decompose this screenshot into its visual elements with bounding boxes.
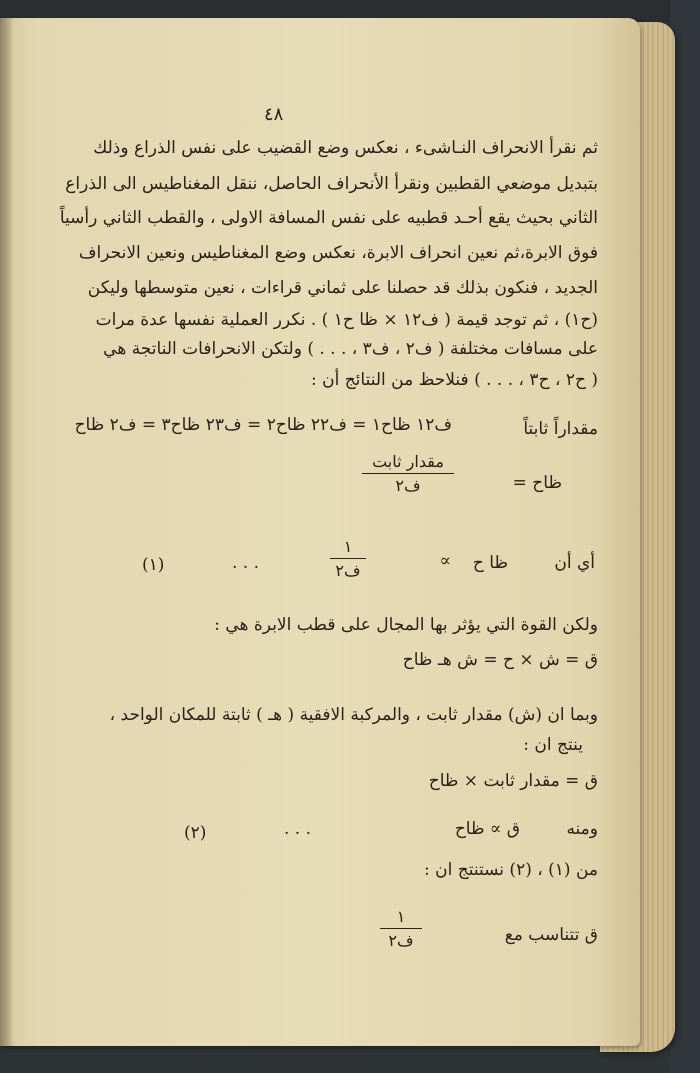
equation-2-numerator: مقدار ثابت (372, 452, 444, 471)
page-number: ٤٨ (264, 104, 284, 125)
equation-7-fraction (380, 907, 422, 950)
equation-1: ف١٢ ظاح١ = ف٢٢ ظاح٢ = ف٢٣ ظاح٣ = ف٢ ظاح (74, 415, 452, 435)
paragraph-1-line-8: ( ح٢ ، ح٣ ، . . . ) فنلاحظ من النتائج أن : (310, 370, 598, 390)
equation-7-text: ق تتناسب مع (504, 925, 598, 945)
equation-6-prefix: ومنه (566, 819, 598, 839)
equation-6: ق ∝ ظاح (454, 819, 520, 839)
paragraph-1-line-5: الجديد ، فنكون بذلك قد حصلنا على ثماني قراءات ، نعين متوسطها وليكن (87, 278, 598, 298)
equation-7-numerator: ١ (396, 907, 406, 926)
equation-2-fraction (362, 452, 454, 495)
equation-1-label: مقداراً ثابتاً (523, 419, 598, 439)
equation-6-number: (٢) (184, 823, 207, 843)
equation-3-numerator: ١ (343, 537, 353, 556)
paragraph-1-line-6: (ح١) ، ثم توجد قيمة ( ف١٢ × ظا ح١ ) . نكرر العملية نفسها عدة مرات (95, 310, 598, 330)
equation-3-fraction (330, 537, 366, 580)
page-gutter-shadow (0, 18, 14, 1046)
equation-3-number: (١) (142, 555, 165, 575)
equation-3-lhs: ظا ح (472, 553, 508, 573)
equation-7-denominator: ف٢ (388, 931, 414, 951)
paragraph-3-line-1: وبما ان (ش) مقدار ثابت ، والمركبة الافقية ( هـ ) ثابتة للمكان الواحد ، (109, 705, 598, 725)
paragraph-1-line-7: على مسافات مختلفة ( ف٢ ، ف٣ ، . . . ) ولتكن الانحرافات الناتجة هي (103, 339, 598, 359)
fraction-bar (330, 558, 366, 559)
book-page (0, 18, 640, 1046)
equation-2-denominator: ف٢ (395, 476, 421, 496)
equation-6-dots: . . . (284, 819, 312, 839)
proportional-symbol: ∝ (439, 551, 451, 571)
paragraph-2: ولكن القوة التي يؤثر بها المجال على قطب الابرة هي : (214, 615, 598, 635)
paragraph-1-line-1: ثم نقرأ الانحراف النـاشىء ، نعكس وضع القضيب على نفس الذراع وذلك (93, 138, 598, 158)
paragraph-1-line-3: الثاني بحيث يقع أحـد قطبيه على نفس المسافة الاولى ، والقطب الثاني رأسياً (59, 208, 598, 228)
fraction-bar (380, 928, 422, 929)
fraction-bar (362, 473, 454, 474)
equation-3-prefix: أي أن (554, 553, 595, 573)
equation-3-denominator: ف٢ (335, 561, 361, 581)
paragraph-4: من (١) ، (٢) نستنتج ان : (424, 860, 598, 880)
equation-5: ق = مقدار ثابت × ظاح (428, 771, 598, 791)
paragraph-1-line-4: فوق الابرة،ثم نعين انحراف الابرة، نعكس وضع المغناطيس ونعين الانحراف (78, 243, 598, 263)
equation-2-lhs: ظاح = (512, 473, 562, 493)
equation-4: ق = ش × ح = ش هـ ظاح (402, 650, 598, 670)
paragraph-1-line-2: بتبديل موضعي القطبين ونقرأ الأنحراف الحاصل، ننقل المغناطيس الى الذراع (65, 174, 598, 194)
equation-3-dots: . . . (232, 553, 260, 573)
paragraph-3-line-2: ينتج ان : (523, 735, 583, 755)
